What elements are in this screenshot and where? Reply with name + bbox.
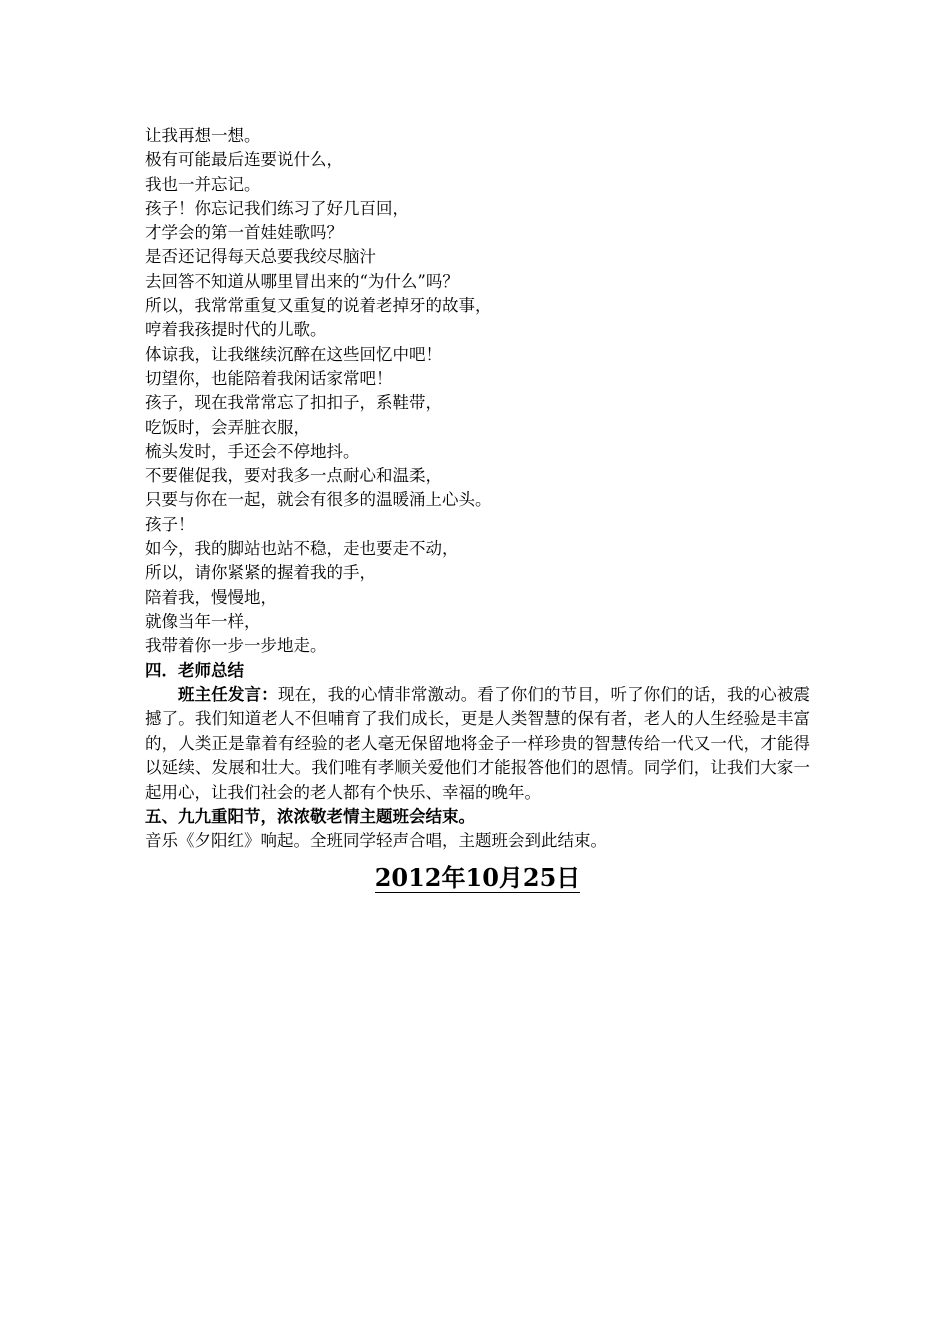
poem-line: 极有可能最后连要说什么，: [145, 150, 343, 170]
poem-line: 所以，请你紧紧的握着我的手，: [145, 563, 376, 583]
closing-text: 音乐《夕阳红》响起。全班同学轻声合唱，主题班会到此结束。: [145, 831, 607, 851]
poem-line: 孩子，现在我常常忘了扣扣子，系鞋带，: [145, 393, 442, 413]
section-5-heading: 五、九九重阳节，浓浓敬老情主题班会结束。: [145, 807, 475, 827]
document-page: [145, 124, 810, 895]
poem-line: 去回答不知道从哪里冒出来的“为什么”吗？: [145, 271, 459, 291]
teacher-speech-paragraph: [145, 683, 810, 806]
poem: [145, 124, 810, 659]
poem-line: 就像当年一样，: [145, 611, 261, 631]
poem-line: 切望你，也能陪着我闲话家常吧！: [145, 368, 393, 388]
section-4-heading: 四．老师总结: [145, 660, 244, 680]
poem-line: 梳头发时，手还会不停地抖。: [145, 441, 360, 461]
date-line: [145, 861, 810, 895]
teacher-speech-body: 现在，我的心情非常激动。看了你们的节目，听了你们的话，我的心被震撼了。我们知道老人不但哺育了我们成长，更是人类智慧的保有者，老人的人生经验是丰富的，人类正是靠着有经验的老人毫无保留地将金子一样珍贵的智慧传给一代又一代，才能得以延续、发展和壮大。我们唯有孝顺关爱他们才能报答他们的恩情。同学们，让我们大家一起用心，让我们社会的老人都有个快乐、幸福的晚年。: [145, 684, 811, 802]
poem-line: 孩子！: [145, 514, 195, 534]
poem-line: 让我再想一想。: [145, 126, 261, 145]
poem-line: 才学会的第一首娃娃歌吗？: [145, 223, 343, 243]
poem-line: 所以，我常常重复又重复的说着老掉牙的故事，: [145, 296, 492, 316]
poem-line: 只要与你在一起，就会有很多的温暖涌上心头。: [145, 490, 492, 510]
poem-line: 我也一并忘记。: [145, 174, 261, 194]
poem-line: 哼着我孩提时代的儿歌。: [145, 320, 327, 340]
date-text: 2012年10月25日: [374, 863, 581, 893]
poem-line: 是否还记得每天总要我绞尽脑汁: [145, 247, 376, 267]
poem-line: 我带着你一步一步地走。: [145, 636, 327, 656]
poem-line: 不要催促我，要对我多一点耐心和温柔，: [145, 466, 442, 486]
poem-line: 吃饭时，会弄脏衣服，: [145, 417, 310, 437]
poem-line: 陪着我，慢慢地，: [145, 587, 277, 607]
poem-line: 如今，我的脚站也站不稳，走也要走不动，: [145, 539, 459, 559]
teacher-speech-lead: 班主任发言：: [178, 684, 278, 704]
poem-line: 体谅我，让我继续沉醉在这些回忆中吧！: [145, 344, 442, 364]
poem-line: 孩子！你忘记我们练习了好几百回，: [145, 198, 409, 218]
